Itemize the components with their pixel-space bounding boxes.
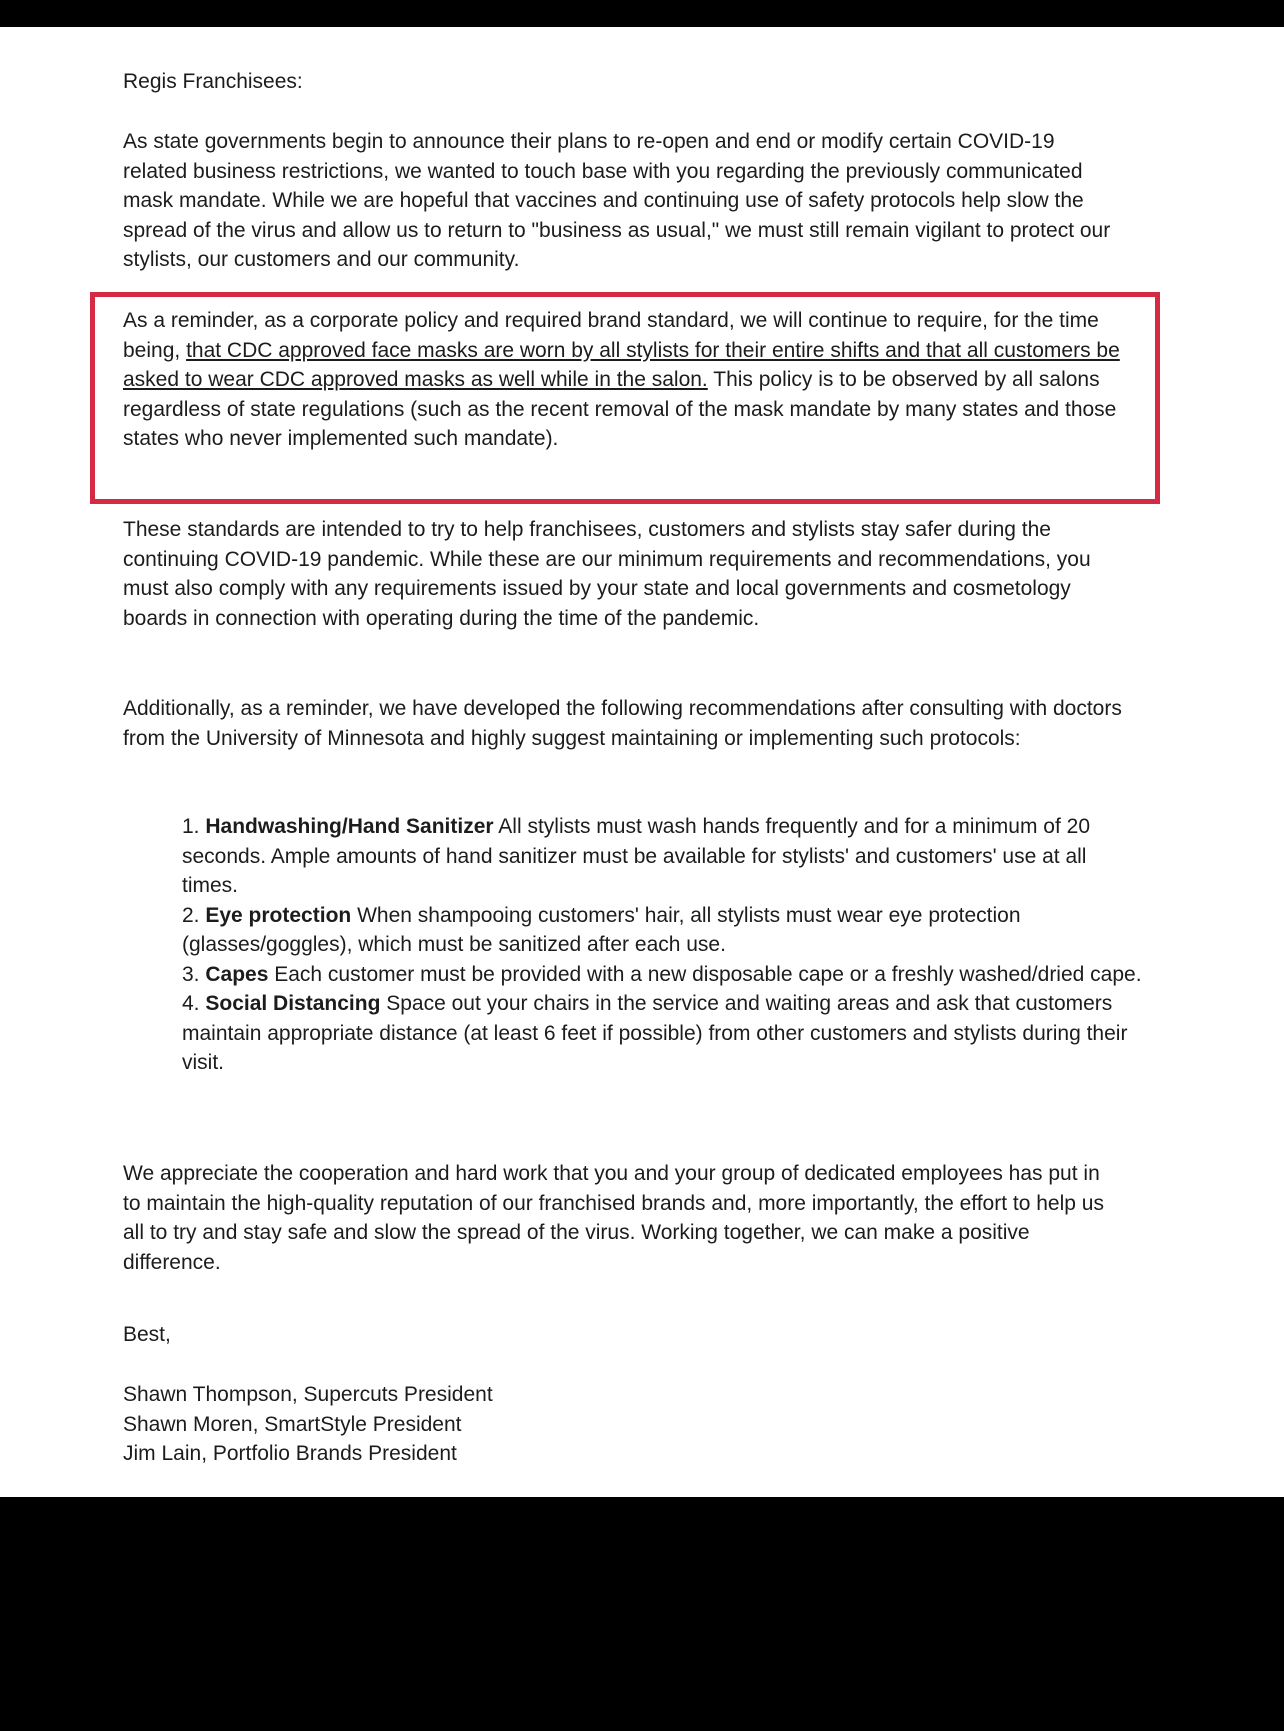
paragraph-intro: As state governments begin to announce their plans to re-open and end or modify certain COVID-19 related business restrictions, we wanted to touch base with you regarding the previously communicated mask mandate. While we are hopeful that vaccines and continuing use of safety protocols help slow the spread of the virus and allow us to return to "business as usual," we must still remain vigilant to protect our stylists, our customers and our community. — [123, 130, 1111, 271]
list-item-text: When shampooing customers' hair, all stylists must wear eye protection (glasses/goggles), which must be sanitized after each use. — [182, 903, 1021, 956]
paragraph-standards: These standards are intended to try to help franchisees, customers and stylists stay safer during the continuing COVID-19 pandemic. While these are our minimum requirements and recommendations, you must also comply with any requirements issued by your state and local governments and cosmetology boards in connection with operating during the time of the pandemic. — [123, 518, 1091, 630]
mask-policy-lead: As a reminder, as a corporate policy and required brand standard, we will continue to require, for the time being, — [123, 309, 1099, 362]
signature-line: Shawn Thompson, Supercuts President — [123, 1383, 493, 1406]
signoff: Best, — [123, 1323, 171, 1346]
list-item-text: Space out your chairs in the service and waiting areas and ask that customers maintain appropriate distance (at least 6 feet if possible) from other customers and stylists during their visit. — [182, 992, 1128, 1074]
greeting: Regis Franchisees: — [123, 70, 303, 93]
paragraph-appreciation: We appreciate the cooperation and hard work that you and your group of dedicated employees has put in to maintain the high-quality reputation of our franchised brands and, more importantly, the effort to help us all to try and stay safe and slow the spread of the virus. Working together, we can make a positive difference. — [123, 1162, 1104, 1274]
signature-line: Shawn Moren, SmartStyle President — [123, 1412, 462, 1436]
list-item-text: All stylists must wash hands frequently and for a minimum of 20 seconds. Ample amounts of hand sanitizer must be available for stylists' and customers' use at all times. — [182, 815, 1091, 897]
mask-policy-tail: This policy is to be observed by all salons regardless of state regulations (such as the recent removal of the mask mandate by many states and those states who never implemented such mandate). — [123, 368, 1117, 450]
list-item-number: 1. — [182, 815, 200, 838]
list-item-term: Capes — [205, 962, 269, 986]
signature-block — [123, 1380, 1123, 1469]
list-item-term: Eye protection — [205, 903, 352, 927]
paragraph-mask-policy — [123, 306, 1123, 454]
mask-policy-underlined: that CDC approved face masks are worn by all stylists for their entire shifts and that all customers be asked to wear CDC approved masks as well while in the salon. — [123, 338, 1120, 391]
list-item-number: 2. — [182, 903, 200, 927]
letter-page — [0, 27, 1284, 1497]
recommendations-list — [182, 812, 1142, 1078]
list-item-term: Social Distancing — [205, 992, 381, 1015]
list-item — [182, 960, 1142, 990]
list-item-number: 3. — [182, 962, 200, 986]
paragraph-recommendations-intro: Additionally, as a reminder, we have developed the following recommendations after consulting with doctors from the University of Minnesota and highly suggest maintaining or implementing such protocols: — [123, 697, 1122, 750]
signature-line: Jim Lain, Portfolio Brands President — [123, 1442, 457, 1465]
list-item — [182, 989, 1142, 1078]
list-item — [182, 812, 1142, 901]
list-item — [182, 901, 1142, 960]
list-item-text: Each customer must be provided with a new disposable cape or a freshly washed/dried cape. — [274, 962, 1142, 986]
list-item-term: Handwashing/Hand Sanitizer — [205, 815, 494, 838]
list-item-number: 4. — [182, 992, 200, 1015]
